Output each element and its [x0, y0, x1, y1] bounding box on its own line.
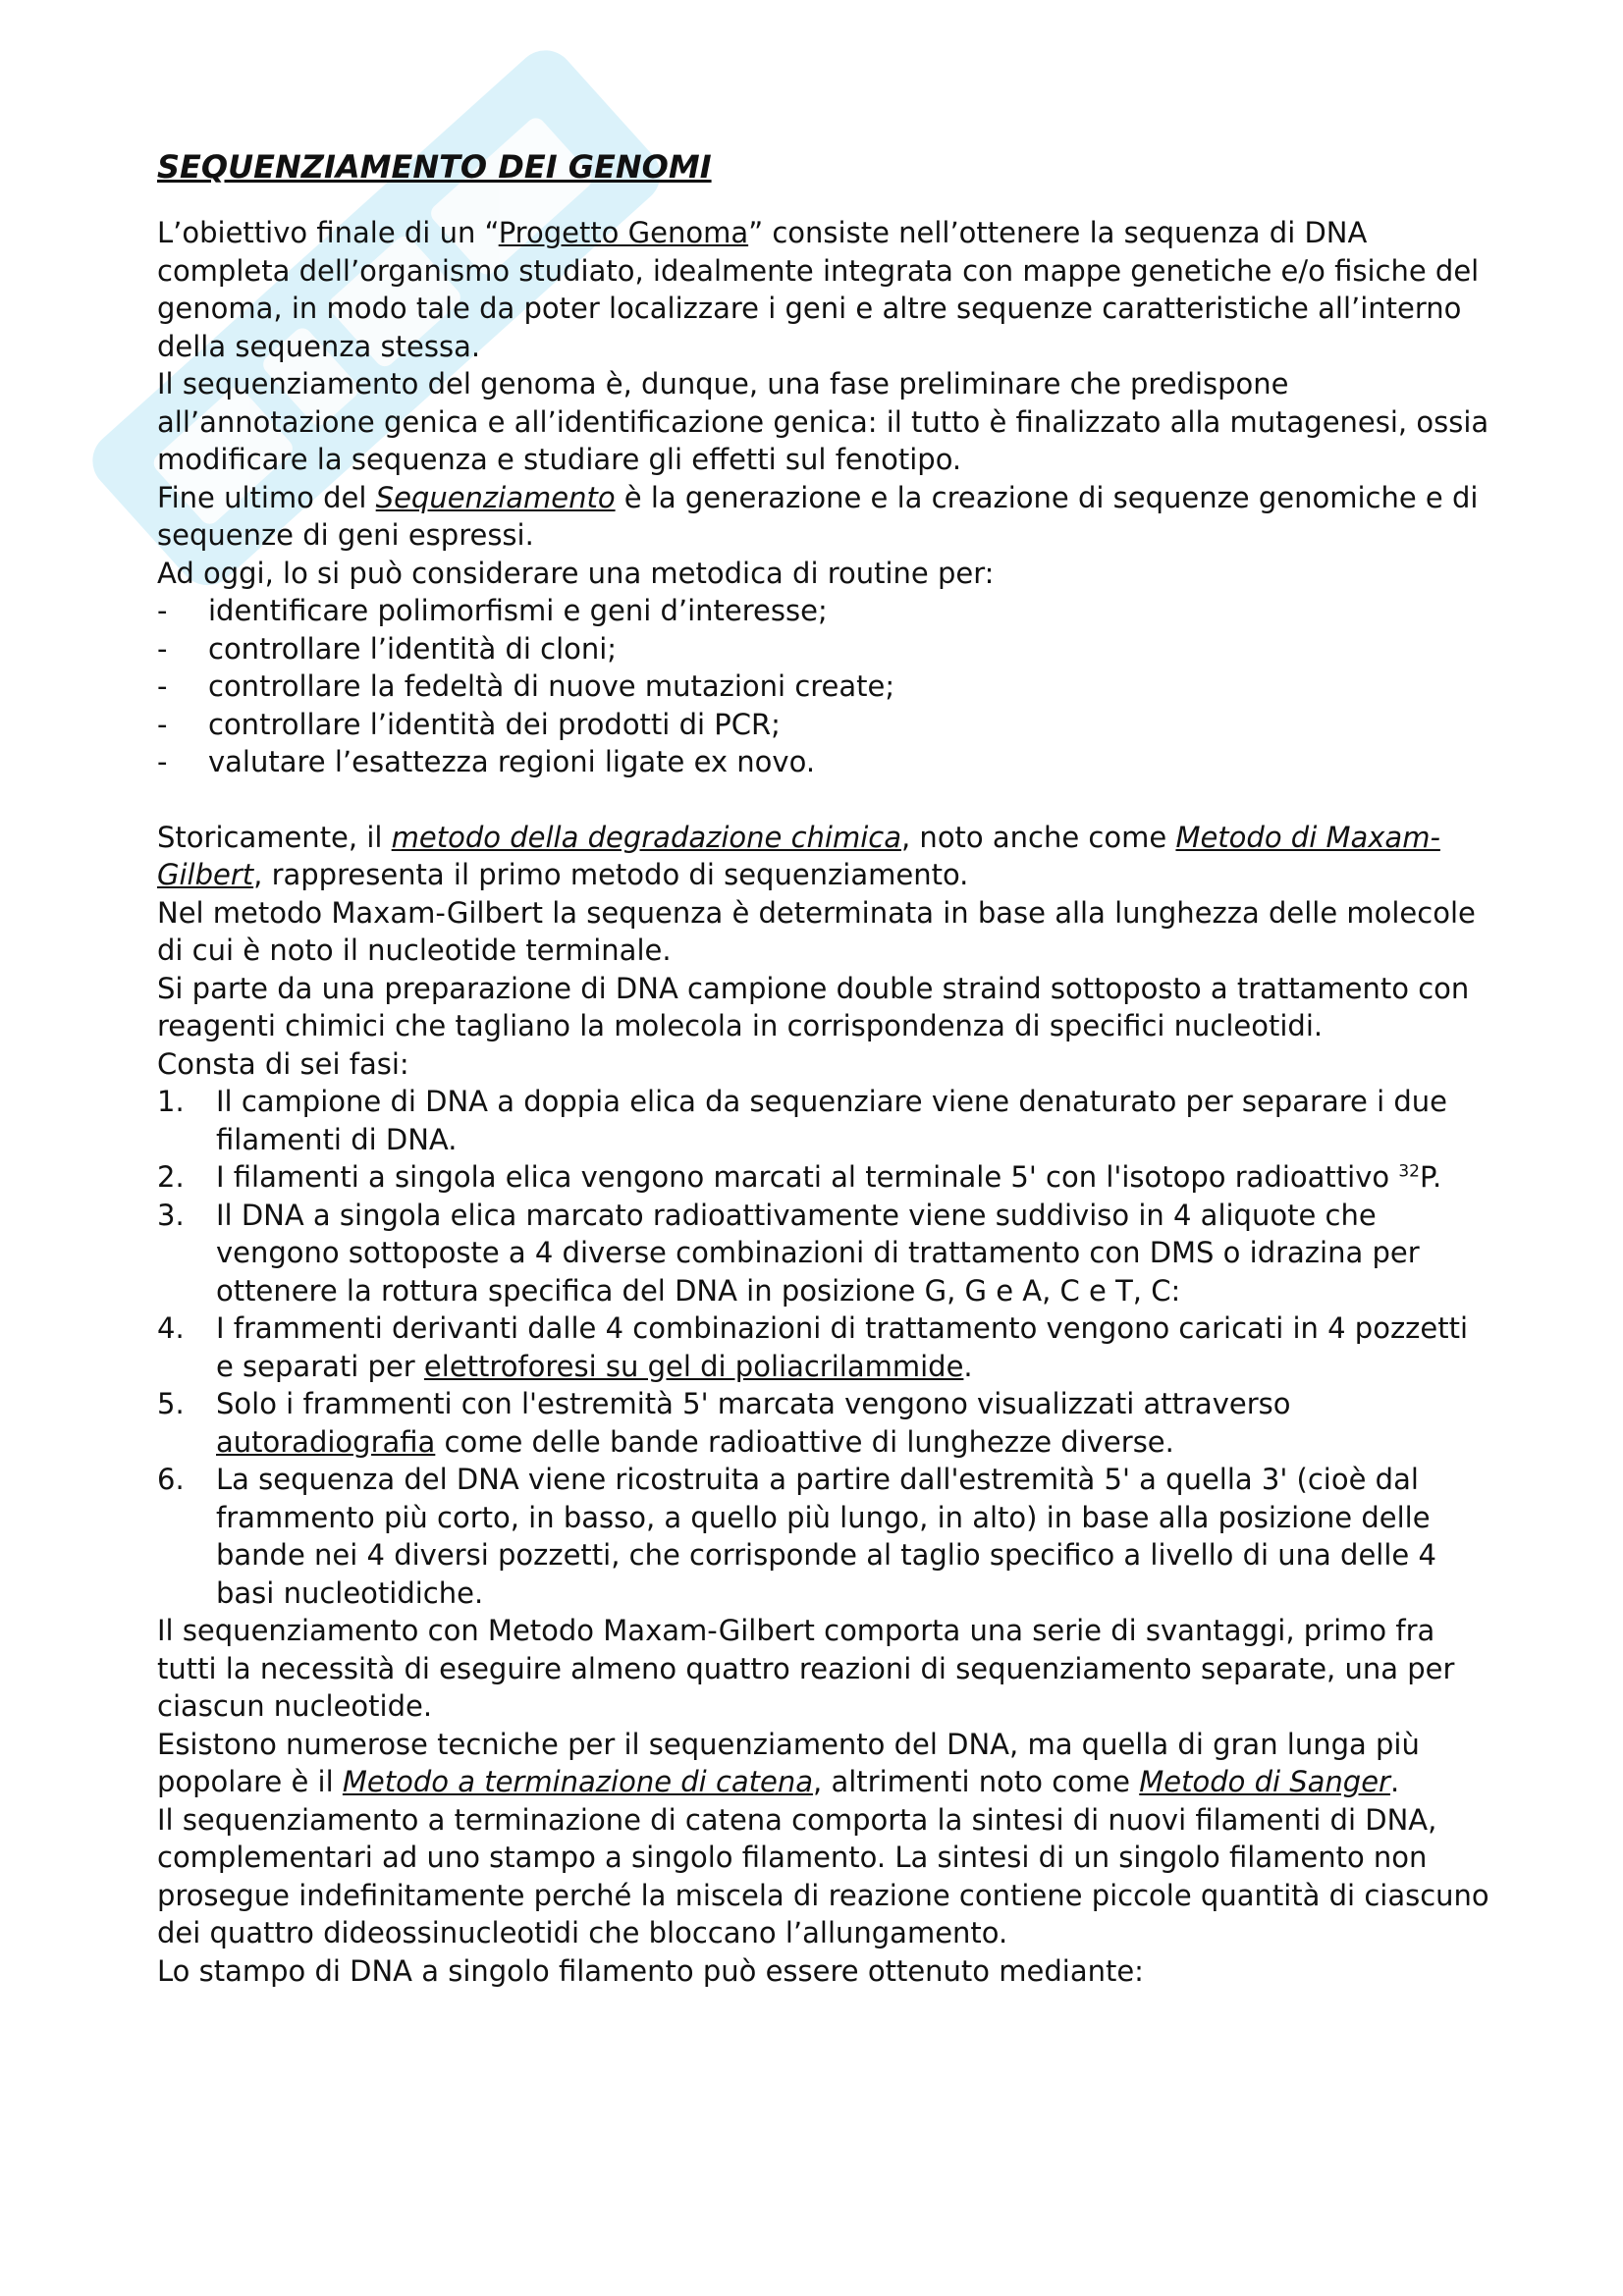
page-title: SEQUENZIAMENTO DEI GENOMI — [157, 148, 712, 186]
link-autoradiografia[interactable]: autoradiografia — [216, 1424, 436, 1459]
list-item: - controllare l’identità di cloni; — [157, 630, 1492, 668]
list-item: 3. Il DNA a singola elica marcato radioattivamente viene suddiviso in 4 aliquote che vengono sottoposte a 4 diverse combinazioni di trattamento con DMS o idrazina per ottenere la rottura specifica del DNA in posizione G, G e A, C e T, C: — [157, 1198, 1420, 1308]
list-item: - controllare l’identità dei prodotti di PCR; — [157, 706, 1492, 744]
paragraph-template: Lo stampo di DNA a singolo filamento può essere ottenuto mediante: — [157, 1953, 1144, 1988]
list-item: - identificare polimorfismi e geni d’interesse; — [157, 592, 1492, 630]
list-item: 2. I filamenti a singola elica vengono marcati al terminale 5' con l'isotopo radioattivo $^{32}$P. — [157, 1160, 1442, 1194]
list-item: 5. Solo i frammenti con l'estremità 5' marcata vengono visualizzati attraverso autoradiografia come delle bande radioattive di lunghezze diverse. — [157, 1387, 1291, 1459]
paragraph-goal: Fine ultimo del Sequenziamento è la generazione e la creazione di sequenze genomiche e di sequenze di geni espressi. — [157, 480, 1479, 552]
paragraph-maxam-gilbert: Nel metodo Maxam-Gilbert la sequenza è determinata in base alla lunghezza delle molecole di cui è noto il nucleotide terminale. — [157, 895, 1476, 967]
link-degradazione-chimica[interactable]: metodo della degradazione chimica — [391, 820, 901, 854]
phases-list — [157, 1083, 1492, 1612]
list-item: - controllare la fedeltà di nuove mutazioni create; — [157, 667, 1492, 706]
link-metodo-sanger[interactable]: Metodo di Sanger — [1139, 1765, 1390, 1798]
link-elettroforesi[interactable]: elettroforesi su gel di poliacrilammide — [423, 1349, 964, 1383]
paragraph-disadvantages: Il sequenziamento con Metodo Maxam-Gilbert comporta una serie di svantaggi, primo fra tutti la necessità di eseguire almeno quattro reazioni di sequenziamento separate, una per ciascun nucleotide. — [157, 1614, 1455, 1723]
link-progetto-genoma[interactable]: Progetto Genoma — [498, 216, 749, 249]
paragraph-preparation: Si parte da una preparazione di DNA campione double straind sottoposto a trattamento con reagenti chimici che tagliano la molecola in corrispondenza di specifici nucleotidi. — [157, 971, 1470, 1042]
paragraph-phases: Consta di sei fasi: — [157, 1046, 409, 1081]
paragraph-routine: Ad oggi, lo si può considerare una metodica di routine per: — [157, 556, 995, 590]
paragraph-sanger: Esistono numerose tecniche per il sequenziamento del DNA, ma quella di gran lunga più popolare è il Metodo a terminazione di catena, altrimenti noto come Metodo di Sanger. — [157, 1727, 1420, 1798]
paragraph-annotation: Il sequenziamento del genoma è, dunque, una fase preliminare che predispone all’annotazione genica e all’identificazione genica: il tutto è finalizzato alla mutagenesi, ossia modificare la sequenza e studiare gli effetti sul fenotipo. — [157, 367, 1489, 476]
list-item: 4. I frammenti derivanti dalle 4 combinazioni di trattamento vengono caricati in 4 pozzetti e separati per elettroforesi su gel di poliacrilammide. — [157, 1311, 1469, 1383]
link-terminazione-catena[interactable]: Metodo a terminazione di catena — [342, 1765, 814, 1798]
paragraph-historic: Storicamente, il metodo della degradazione chimica, noto anche come Metodo di Maxam-Gilbert, rappresenta il primo metodo di sequenziamento. — [157, 820, 1440, 891]
routine-list — [157, 592, 1492, 781]
paragraph-intro: L’obiettivo finale di un “Progetto Genoma” consiste nell’ottenere la sequenza di DNA completa dell’organismo studiato, idealmente integrata con mappe genetiche e/o fisiche del genoma, in modo tale da poter localizzare i geni e altre sequenze caratteristiche all’interno della sequenza stessa. — [157, 216, 1480, 363]
link-sequenziamento[interactable]: Sequenziamento — [375, 480, 616, 514]
document-page — [157, 147, 1492, 1990]
link-maxam-gilbert[interactable]: Metodo di Maxam-Gilbert — [157, 820, 1440, 891]
paragraph-chain-termination: Il sequenziamento a terminazione di catena comporta la sintesi di nuovi filamenti di DNA, complementari ad uno stampo a singolo filamento. La sintesi di un singolo filamento non prosegue indefinitamente perché la miscela di reazione contiene piccole quantità di ciascuno dei quattro dideossinucleotidi che bloccano l’allungamento. — [157, 1802, 1489, 1949]
list-item: 1. Il campione di DNA a doppia elica da sequenziare viene denaturato per separare i due filamenti di DNA. — [157, 1085, 1447, 1156]
list-item: 6. La sequenza del DNA viene ricostruita a partire dall'estremità 5' a quella 3' (cioè dal frammento più corto, in basso, a quello più lungo, in alto) in base alla posizione delle bande nei 4 diversi pozzetti, che corrisponde al taglio specifico a livello di una delle 4 basi nucleotidiche. — [157, 1463, 1436, 1610]
list-item: - valutare l’esattezza regioni ligate ex novo. — [157, 743, 1492, 781]
